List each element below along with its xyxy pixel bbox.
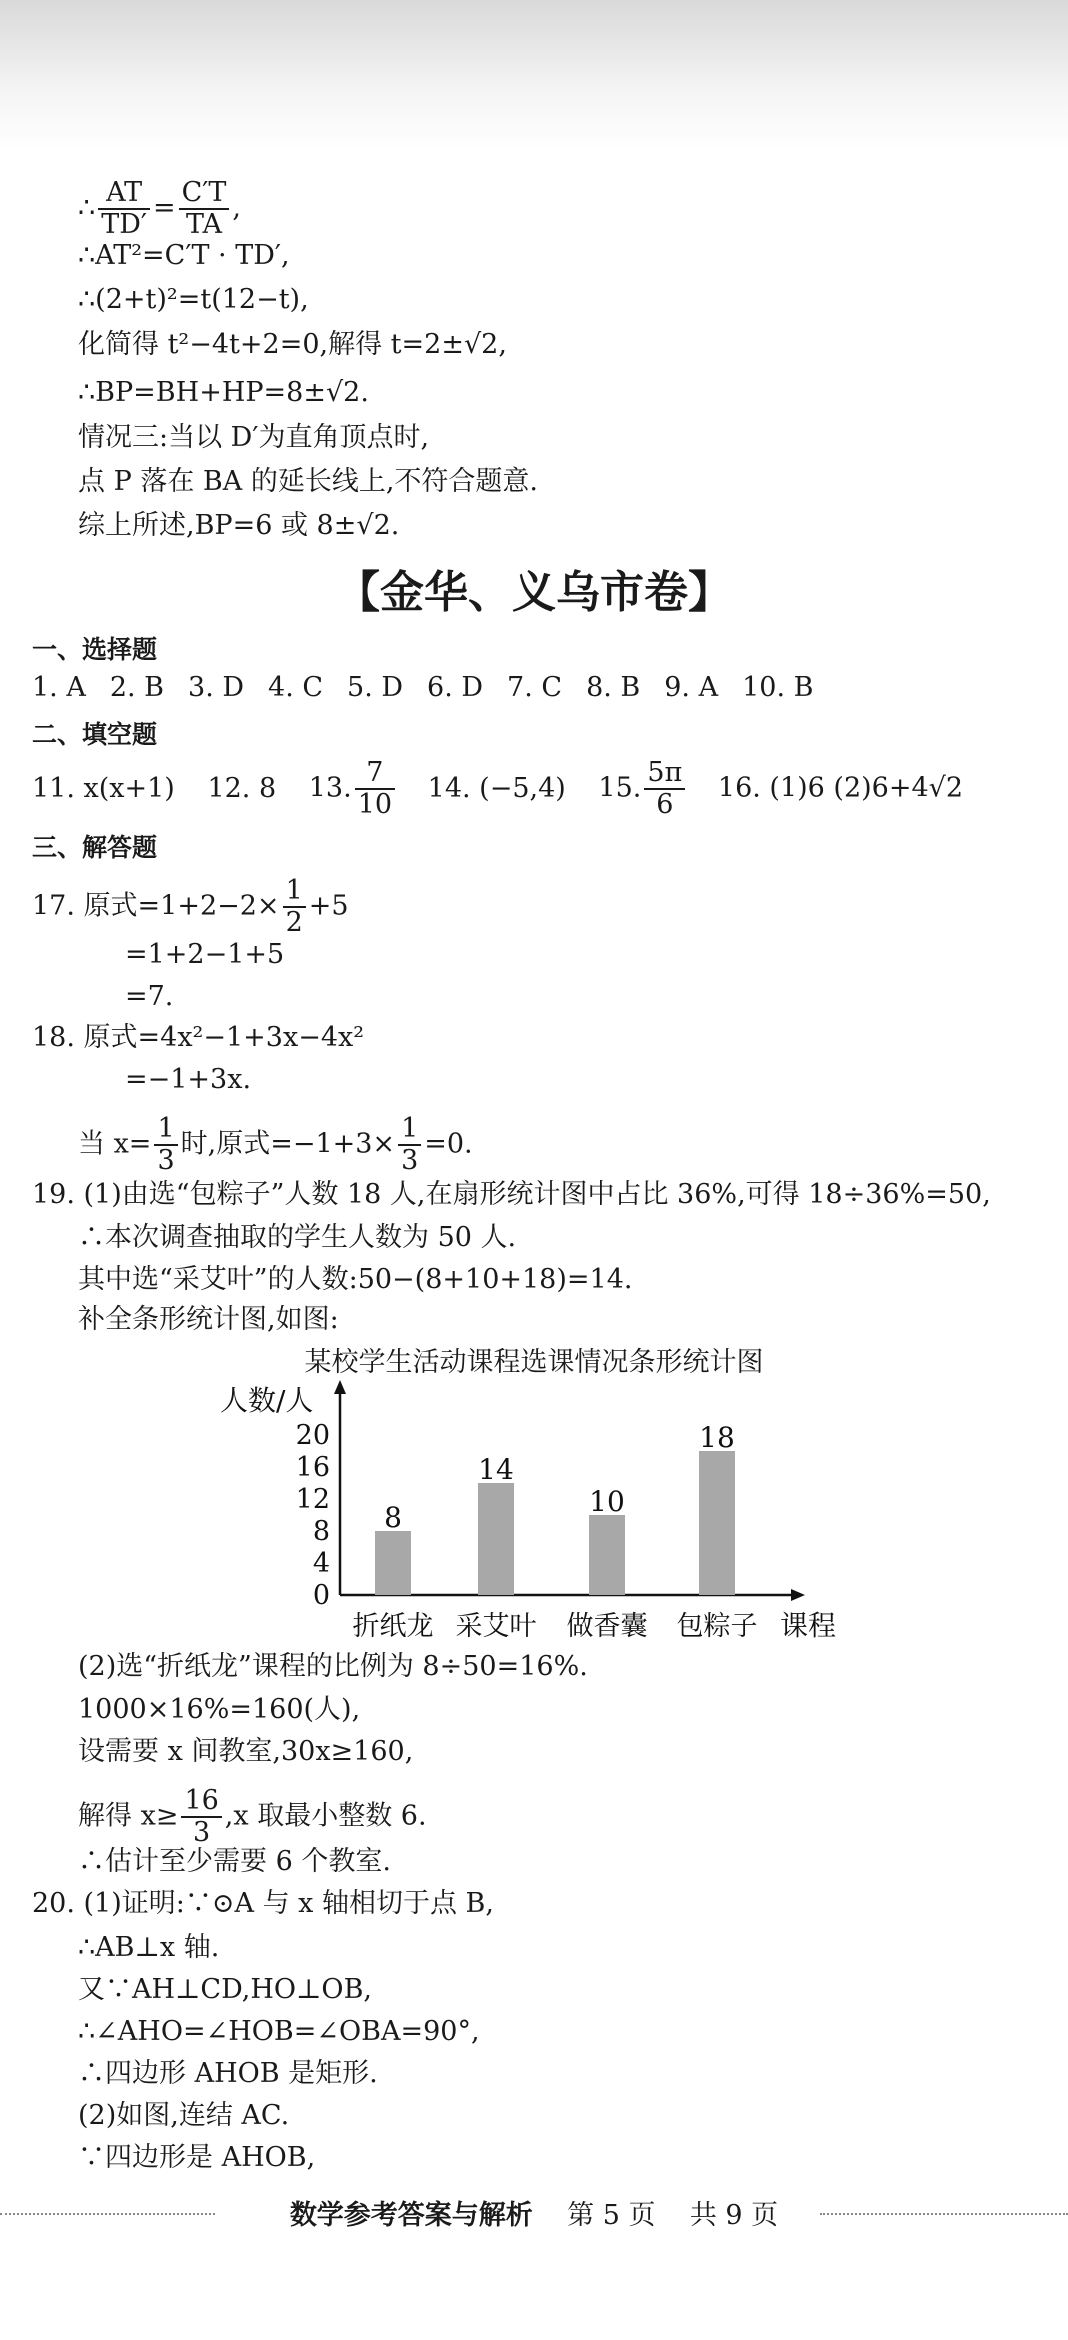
footer-page: 第 5 页: [567, 2200, 656, 2231]
bar-折纸龙: [375, 1531, 411, 1595]
q19-line3: 其中选“采艾叶”的人数:50−(8+10+18)=14.: [78, 1264, 633, 1295]
q19-part2-line5: ∴估计至少需要 6 个教室.: [78, 1846, 391, 1877]
q17-line3: =7.: [125, 981, 174, 1012]
q20-line7: ∵四边形是 AHOB,: [78, 2142, 316, 2173]
q18-line2: =−1+3x.: [125, 1064, 252, 1095]
section-title: 【金华、义乌市卷】: [336, 567, 732, 618]
q17-line2: =1+2−1+5: [125, 939, 285, 970]
bar-value-label: 14: [478, 1453, 514, 1486]
page-footer: [0, 2193, 1068, 2232]
y-axis-label: 人数/人: [220, 1384, 314, 1417]
category-label: 做香囊: [566, 1611, 648, 1642]
q20-line3: 又∵AH⊥CD,HO⊥OB,: [78, 1974, 372, 2005]
section-heading-choice: 一、选择题: [32, 635, 158, 664]
text-line: 情况三:当以 D′为直角顶点时,: [78, 422, 430, 453]
q19-part2-line2: 1000×16%=160(人),: [78, 1694, 361, 1725]
y-tick-label: 20: [295, 1420, 330, 1451]
choice-answers: 1. A 2. B 3. D 4. C 5. D 6. D 7. C 8. B 9. A 10. B: [32, 672, 814, 703]
q20-line2: ∴AB⊥x 轴.: [78, 1932, 220, 1963]
bar-做香囊: [589, 1515, 625, 1595]
q20-line1: 20. (1)证明:∵⊙A 与 x 轴相切于点 B,: [32, 1888, 494, 1919]
section-heading-fill: 二、填空题: [32, 720, 158, 749]
ratio-line: ∴ $\frac{AT}{TD'}$ = $\frac{C'T}{TA}$ ,: [78, 177, 242, 240]
text-line: ∴AT²=C′T · TD′,: [78, 240, 290, 271]
x-axis-arrow: [791, 1589, 805, 1601]
y-axis-arrow: [334, 1380, 346, 1394]
bar-采艾叶: [478, 1483, 514, 1595]
text-line: 综上所述,BP=6 或 8±√2.: [78, 510, 400, 541]
q17-line1: 17. 原式=1+2−2× $\frac{1}{2}$ +5: [32, 875, 349, 938]
q19-part2-line3: 设需要 x 间教室,30x≥160,: [78, 1736, 414, 1767]
q19-part2-line4: 解得 x≥ $\frac{16}{3}$ ,x 取最小整数 6.: [78, 1785, 427, 1848]
q18-line1: 18. 原式=4x²−1+3x−4x²: [32, 1022, 365, 1053]
q19-line2: ∴本次调查抽取的学生人数为 50 人.: [78, 1222, 517, 1253]
chart-title: 某校学生活动课程选课情况条形统计图: [304, 1347, 764, 1378]
bar-包粽子: [699, 1451, 735, 1595]
q19-line4: 补全条形统计图,如图:: [78, 1304, 339, 1335]
y-tick-label: 12: [295, 1484, 330, 1515]
q19-line1: 19. (1)由选“包粽子”人数 18 人,在扇形统计图中占比 36%,可得 18÷36%=50,: [32, 1179, 991, 1210]
q19-part2: (2)选“折纸龙”课程的比例为 8÷50=16%.: [78, 1651, 588, 1682]
q20-line6: (2)如图,连结 AC.: [78, 2100, 290, 2131]
fill-answers: 11. x(x+1) 12. 8 13. $\frac{7}{10}$ 14. (−5,4) 15. $\frac{5\pi}{6}$ 16. (1)6 (2)6+4√2: [32, 757, 964, 820]
text-line: 点 P 落在 BA 的延长线上,不符合题意.: [78, 466, 539, 497]
section-heading-solve: 三、解答题: [32, 833, 158, 862]
y-tick-label: 0: [312, 1580, 330, 1611]
q20-line5: ∴四边形 AHOB 是矩形.: [78, 2058, 378, 2089]
category-label: 采艾叶: [455, 1611, 537, 1642]
footer-title: 数学参考答案与解析: [289, 2200, 533, 2231]
category-label: 折纸龙: [352, 1611, 434, 1642]
y-tick-label: 16: [295, 1452, 330, 1483]
text-line: 化简得 t²−4t+2=0,解得 t=2±√2,: [78, 329, 507, 360]
y-tick-label: 4: [312, 1548, 330, 1579]
category-label: 包粽子: [676, 1611, 758, 1642]
q20-line4: ∴∠AHO=∠HOB=∠OBA=90°,: [78, 2016, 480, 2047]
top-shade: [0, 0, 1068, 150]
bar-chart: [0, 1380, 1068, 1650]
x-axis-label: 课程: [780, 1609, 837, 1642]
text-line: ∴BP=BH+HP=8±√2.: [78, 377, 369, 408]
q18-line3: 当 x= $\frac{1}{3}$ 时,原式=−1+3× $\frac{1}{3}$ =0.: [78, 1113, 473, 1176]
footer-total: 共 9 页: [689, 2200, 779, 2231]
bar-value-label: 8: [384, 1501, 402, 1534]
y-tick-label: 8: [312, 1516, 330, 1547]
text-line: ∴(2+t)²=t(12−t),: [78, 284, 309, 315]
bar-value-label: 18: [699, 1421, 735, 1454]
bar-value-label: 10: [589, 1485, 625, 1518]
